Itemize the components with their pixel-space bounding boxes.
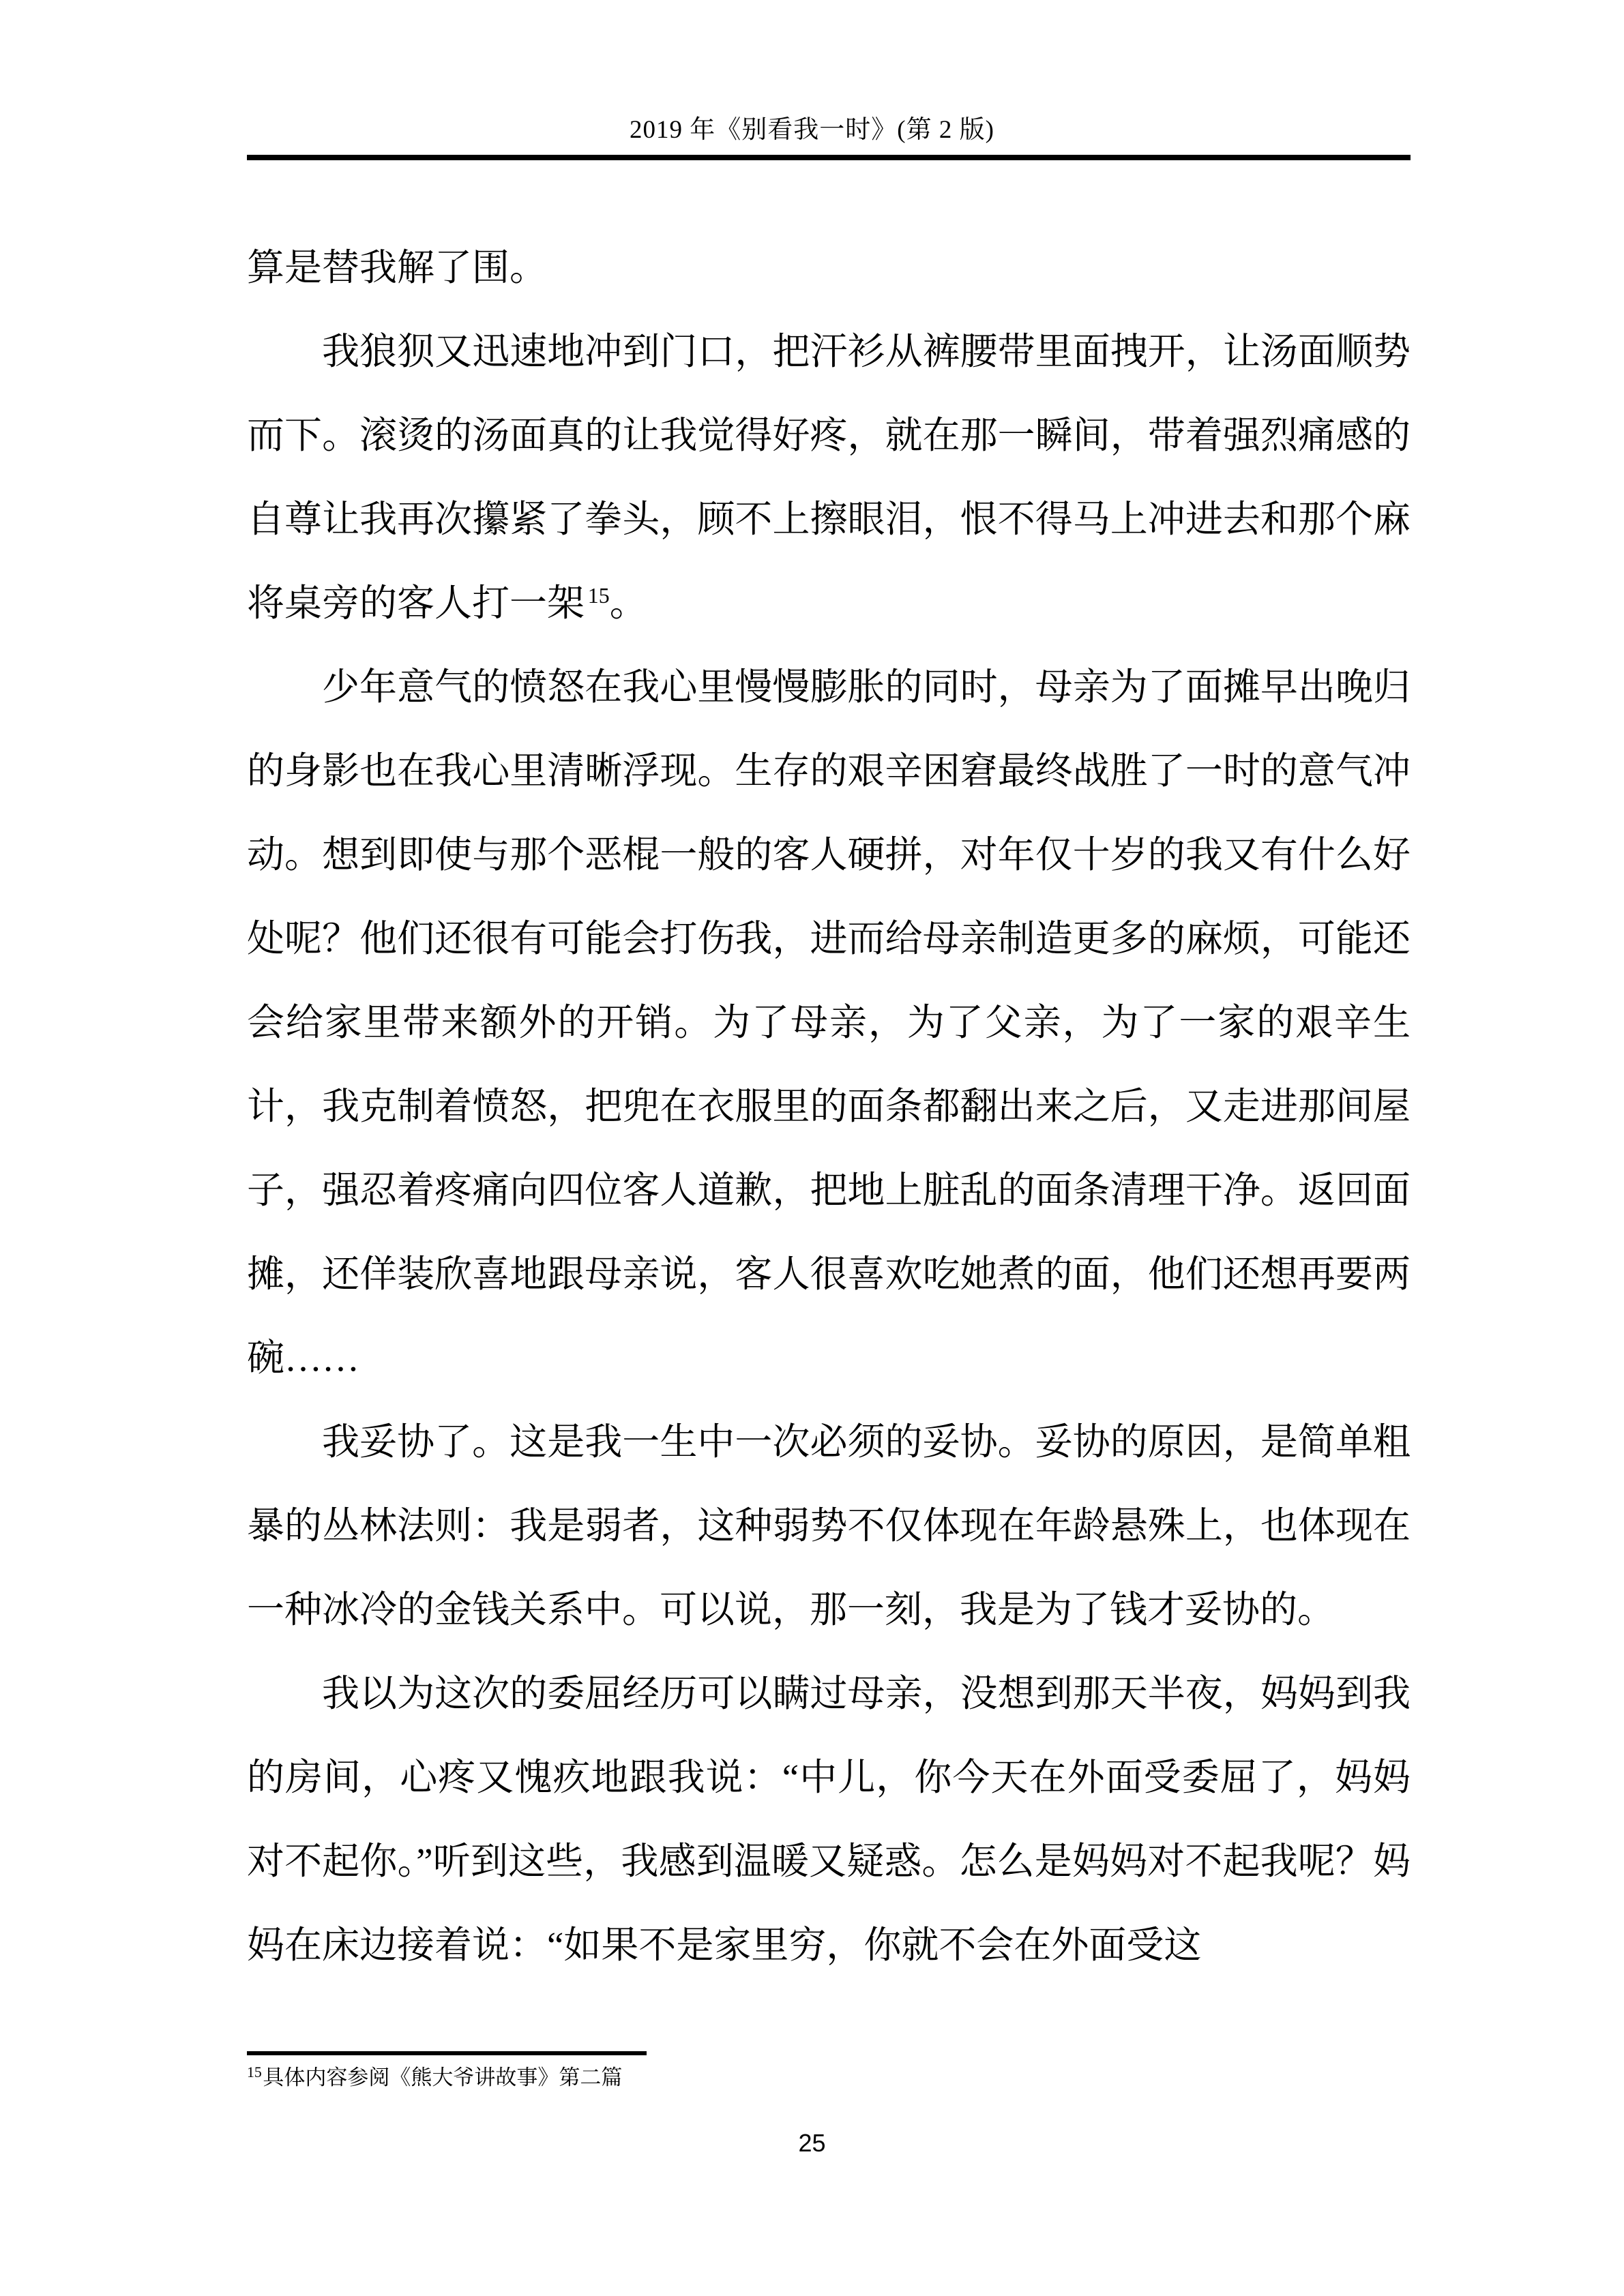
paragraph-text: 少年意气的愤怒在我心里慢慢膨胀的同时，母亲为了面摊早出晚归的身影也在我心里清晰浮现。生存的艰辛困窘最终战胜了一时的意气冲动。想到即使与那个恶棍一般的客人硬拼，对年仅十岁的我又有什么好处呢？他们还很有可能会打伤我，进而给母亲制造更多的麻烦，可能还会给家里带来额外的开销。为了母亲，为了父亲，为了一家的艰辛生计，我克制着愤怒，把兜在衣服里的面条都翻出来之后，又走进那间屋子，强忍着疼痛向四位客人道歉，把地上脏乱的面条清理干净。返回面摊，还佯装欣喜地跟母亲说，客人很喜欢吃她煮的面，他们还想再要两碗…… — [247, 666, 1411, 1379]
paragraph — [247, 1400, 1411, 1652]
paragraph-text: 我妥协了。这是我一生中一次必须的妥协。妥协的原因，是简单粗暴的丛林法则：我是弱者，这种弱势不仅体现在年龄悬殊上，也体现在一种冰冷的金钱关系中。可以说，那一刻，我是为了钱才妥协的。 — [247, 1421, 1411, 1630]
paragraph-text: 我狼狈又迅速地冲到门口，把汗衫从裤腰带里面拽开，让汤面顺势而下。滚烫的汤面真的让我觉得好疼，就在那一瞬间，带着强烈痛感的自尊让我再次攥紧了拳头，顾不上擦眼泪，恨不得马上冲进去和那个麻将桌旁的客人打一架 — [247, 331, 1411, 624]
paragraph-text: 。 — [609, 582, 647, 624]
paragraph — [247, 645, 1411, 1400]
document-body — [247, 226, 1411, 1987]
footnote-marker: 15 — [247, 2063, 262, 2081]
page-header-title: 2019 年《别看我一时》(第 2 版) — [630, 116, 994, 144]
footnote-separator-rule — [247, 2051, 647, 2055]
paragraph-text: 我以为这次的委屈经历可以瞒过母亲，没想到那天半夜，妈妈到我的房间，心疼又愧疚地跟我说：“中儿，你今天在外面受委屈了，妈妈对不起你。”听到这些，我感到温暖又疑惑。怎么是妈妈对不起我呢？妈妈在床边接着说：“如果不是家里穷，你就不会在外面受这 — [247, 1673, 1411, 1966]
footnote — [247, 2062, 1411, 2093]
header-rule — [247, 155, 1411, 160]
footnote-reference: 15 — [587, 583, 610, 608]
paragraph-text: 算是替我解了围。 — [247, 247, 548, 288]
paragraph — [247, 1652, 1411, 1987]
paragraph — [247, 226, 1411, 310]
footnote-text: 具体内容参阅《熊大爷讲故事》第二篇 — [263, 2066, 623, 2089]
page-number: 25 — [798, 2129, 826, 2157]
paragraph — [247, 310, 1411, 645]
